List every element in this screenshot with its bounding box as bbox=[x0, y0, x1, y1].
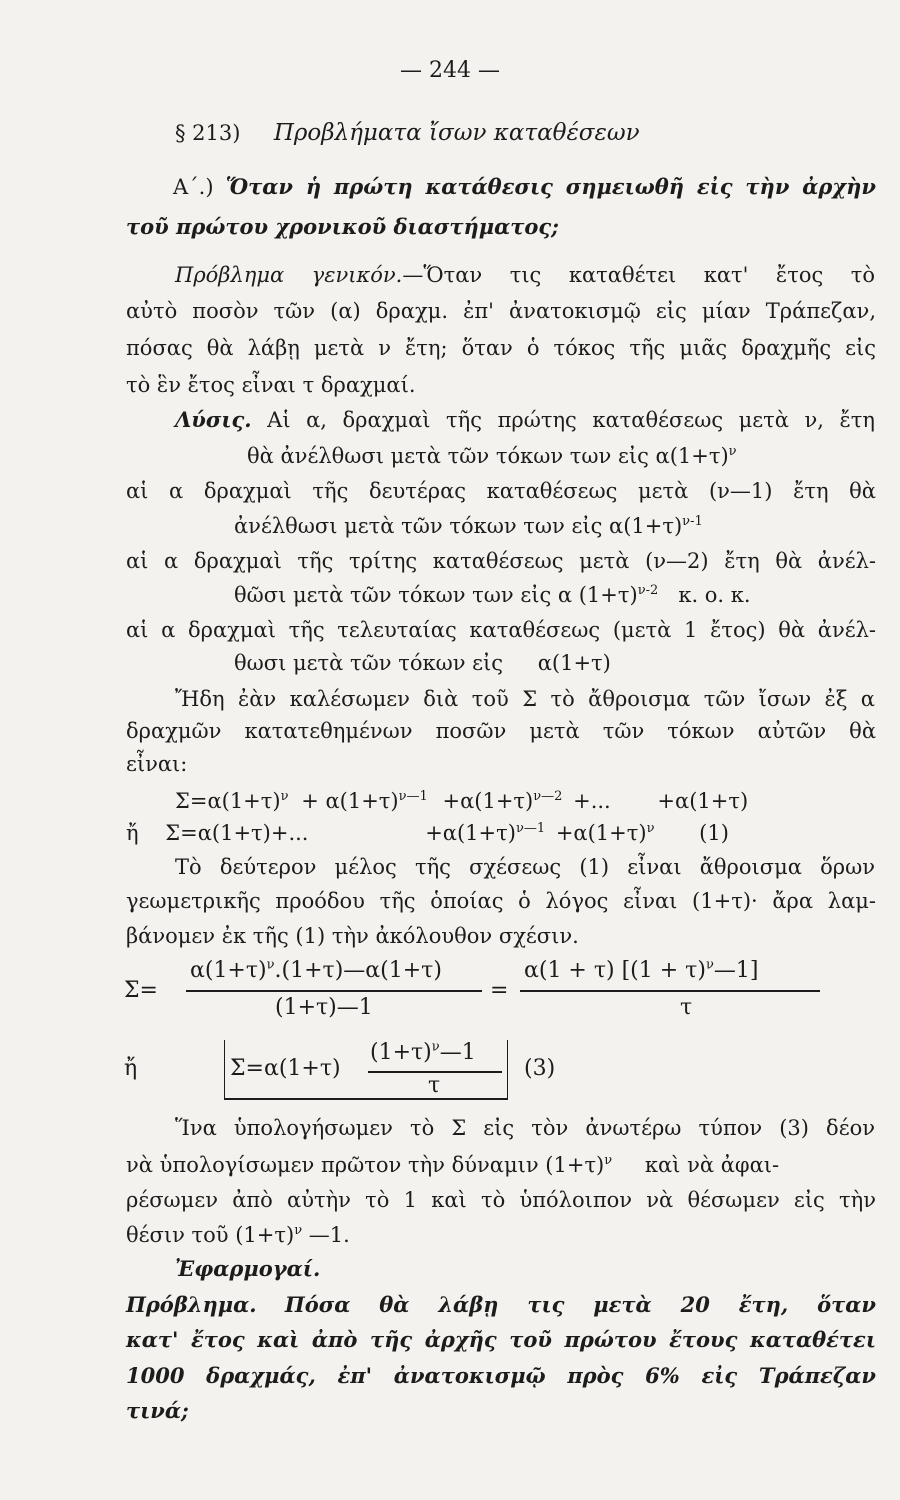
geometric-line-3: βάνομεν ἐκ τῆς (1) τὴν ἀκόλουθον σχέσιν. bbox=[126, 924, 579, 948]
fraction-2-denominator: τ bbox=[680, 995, 693, 1020]
general-problem-line-4: τὸ ἓν ἔτος εἶναι τ δραχμαί. bbox=[126, 373, 416, 397]
general-problem-line-2: αὐτὸ ποσὸν τῶν (α) δραχμ. ἐπ' ἀνατοκισμῷ εἰς μίαν Τράπεζαν, bbox=[126, 299, 876, 323]
fraction-1-bar bbox=[186, 990, 482, 992]
compute-line-4: θέσιν τοῦ $(1+\tau)^\nu$ —1. bbox=[126, 1223, 350, 1247]
fraction-1-denominator: (1+τ)—1 bbox=[275, 995, 373, 1020]
geometric-line-2: γεωμετρικῆς προόδου τῆς ὁποίας ὁ λόγος εἶναι (1+τ)· ἄρα λαμ- bbox=[126, 889, 876, 913]
case-a-text-1: Ὅταν ἡ πρώτη κατάθεσις σημειωθῆ εἰς τὴν ἀρχὴν bbox=[225, 174, 876, 199]
section-number: § 213) bbox=[175, 121, 241, 145]
equation-1: ἤ Σ=α(1+τ)+... $+\alpha(1+\tau)^{\nu—1} +\alpha(1+\tau)^\nu$ (1) bbox=[126, 821, 729, 845]
solution-line-8: θωσι μετὰ τῶν τόκων εἰς α(1+τ) bbox=[234, 651, 611, 675]
solution-line-5: αἱ α δραχμαὶ τῆς τρίτης καταθέσεως μετὰ (ν—2) ἔτη θὰ ἀνέλ- bbox=[126, 549, 876, 573]
geometric-line-1: Τὸ δεύτερον μέλος τῆς σχέσεως (1) εἶναι ἄθροισμα ὅρων bbox=[175, 855, 875, 879]
book-page: — 244 — § 213) Προβλήματα ἴσων καταθέσεων Α΄.) Ὅταν ἡ πρώτη κατάθεσις σημειωθῆ εἰς τὴν ἀρχὴν τοῦ πρώτου χρονικοῦ διαστήματος; Πρόβλημα γενικόν.—Ὅταν τις καταθέτει κατ' ἔτος τὸ αὐτὸ ποσὸν τῶν (α) δραχμ. ἐπ' ἀνατοκισμῷ εἰς μίαν Τράπεζαν, πόσας θὰ λάβῃ μετὰ ν ἔτη; ὅταν ὁ τόκος τῆς μιᾶς δραχμῆς εἰς τὸ ἓν ἔτος εἶναι τ δραχμαί. Λύσις. Αἱ α, δραχμαὶ τῆς πρώτης καταθέσεως μετὰ ν, ἔτη θὰ ἀνέλθωσι μετὰ τῶν τόκων των εἰς $\alpha(1+\tau)^\nu$ αἱ α δραχμαὶ τῆς δευτέρας καταθέσεως μετὰ (ν—1) ἔτη θὰ ἀνέλθωσι μετὰ τῶν τόκων των εἰς $\alpha(1+\tau)^{\nu-1}$ αἱ α δραχμαὶ τῆς τρίτης καταθέσεως μετὰ (ν—2) ἔτη θὰ ἀνέλ- θῶσι μετὰ τῶν τόκων των εἰς α $(1+\tau)^{\nu-2}$ κ. ο. κ. αἱ α δραχμαὶ τῆς τελευταίας καταθέσεως (μετὰ 1 ἔτος) θὰ ἀνέλ- θωσι μετὰ τῶν τόκων εἰς α(1+τ) Ἤδη ἐὰν καλέσωμεν διὰ τοῦ Σ τὸ ἄθροισμα τῶν ἴσων ἐξ α δραχμῶν κατατεθημένων ποσῶν μετὰ τῶν τόκων αὐτῶν θὰ εἶναι: $\Sigma=\alpha(1+\tau)^\nu + \alpha(1+\tau)^{\nu—1} +\alpha(1+\tau)^{\nu—2}$ +... +α(1+τ) ἤ Σ=α(1+τ)+... $+\alpha(1+\tau)^{\nu—1} +\alpha(1+\tau)^\nu$ (1) Τὸ δεύτερον μέλος τῆς σχέσεως (1) εἶναι ἄθροισμα ὅρων γεωμετρικῆς προόδου τῆς ὁποίας ὁ λόγος εἶναι (1+τ)· ἄρα λαμ- βάνομεν ἐκ τῆς (1) τὴν ἀκόλουθον σχέσιν. Σ= $\alpha(1+\tau)^\nu.(1+\tau)—\alpha(1+\tau)$ (1+τ)—1 = α(1 + τ) $[(1 + \tau)^\nu—1]$ τ ἤ Σ=α(1+τ) $(1+\tau)^\nu—1$ τ (3) Ἵνα ὑπολογήσωμεν τὸ Σ εἰς τὸν ἀνωτέρω τύπον (3) δέον νὰ ὑπολογίσωμεν πρῶτον τὴν δύναμιν $(1+\tau)^\nu$ καὶ νὰ ἀφαι- ρέσωμεν ἀπὸ αὐτὴν τὸ 1 καὶ τὸ ὑπόλοιπον νὰ θέσωμεν εἰς τὴν θέσιν τοῦ $(1+\tau)^\nu$ —1. Ἐφαρμογαί. Πρόβλημα. Πόσα θὰ λάβῃ τις μετὰ 20 ἔτη, ὅταν κατ' ἔτος καὶ ἀπὸ τῆς ἀρχῆς τοῦ πρώτου ἔτους καταθέτει 1000 δραχμάς, ἐπ' ἀνατοκισμῷ πρὸς 6% εἰς Τράπεζαν τινά; bbox=[0, 0, 900, 1500]
case-a-line-2: τοῦ πρώτου χρονικοῦ διαστήματος; bbox=[126, 214, 559, 239]
general-problem-line-3: πόσας θὰ λάβῃ μετὰ ν ἔτη; ὅταν ὁ τόκος τῆς μιᾶς δραχμῆς εἰς bbox=[126, 336, 876, 360]
fraction-2-numerator: α(1 + τ) $[(1 + \tau)^\nu—1]$ bbox=[524, 957, 759, 983]
solution-line-3: αἱ α δραχμαὶ τῆς δευτέρας καταθέσεως μετὰ (ν—1) ἔτη θὰ bbox=[126, 479, 876, 503]
compute-line-1: Ἵνα ὑπολογήσωμεν τὸ Σ εἰς τὸν ἀνωτέρω τύπον (3) δέον bbox=[175, 1116, 875, 1140]
fraction-1-numerator: $\alpha(1+\tau)^\nu.(1+\tau)—\alpha(1+\tau)$ bbox=[190, 957, 442, 983]
solution-line-6: θῶσι μετὰ τῶν τόκων των εἰς α $(1+\tau)^{\nu-2}$ κ. ο. κ. bbox=[234, 583, 751, 607]
sum-intro-line-2: δραχμῶν κατατεθημένων ποσῶν μετὰ τῶν τόκων αὐτῶν θὰ bbox=[126, 719, 876, 743]
application-problem-line-3: 1000 δραχμάς, ἐπ' ἀνατοκισμῷ πρὸς 6% εἰς Τράπεζαν bbox=[126, 1363, 876, 1388]
general-problem-heading: Πρόβλημα γενικόν. bbox=[175, 263, 403, 287]
solution-line-1: Λύσις. Αἱ α, δραχμαὶ τῆς πρώτης καταθέσεως μετὰ ν, ἔτη bbox=[175, 407, 875, 432]
applications-heading: Ἐφαρμογαί. bbox=[175, 1256, 321, 1281]
equation-number-1: (1) bbox=[699, 821, 729, 845]
application-problem-line-4: τινά; bbox=[126, 1398, 189, 1423]
equation-number-3: (3) bbox=[524, 1056, 556, 1081]
sum-intro-line-1: Ἤδη ἐὰν καλέσωμεν διὰ τοῦ Σ τὸ ἄθροισμα τῶν ἴσων ἐξ α bbox=[175, 687, 875, 711]
compute-line-2: νὰ ὑπολογίσωμεν πρῶτον τὴν δύναμιν $(1+\tau)^\nu$ καὶ νὰ ἀφαι- bbox=[126, 1153, 780, 1177]
fraction-2-bar bbox=[520, 990, 820, 992]
case-a-label: Α΄.) bbox=[173, 175, 214, 199]
page-number: — 244 — bbox=[400, 58, 500, 83]
application-problem-line-2: κατ' ἔτος καὶ ἀπὸ τῆς ἀρχῆς τοῦ πρώτου ἔτους καταθέτει bbox=[126, 1327, 876, 1352]
case-a-line-1 bbox=[173, 172, 876, 202]
solution-line-4: ἀνέλθωσι μετὰ τῶν τόκων των εἰς $\alpha(1+\tau)^{\nu-1}$ bbox=[234, 514, 703, 538]
solution-line-7: αἱ α δραχμαὶ τῆς τελευταίας καταθέσεως (μετὰ 1 ἔτος) θὰ ἀνέλ- bbox=[126, 618, 876, 642]
application-problem-heading: Πρόβλημα. bbox=[126, 1292, 257, 1317]
section-title: Προβλήματα ἴσων καταθέσεων bbox=[273, 120, 640, 146]
equation-expanded: $\Sigma=\alpha(1+\tau)^\nu + \alpha(1+\tau)^{\nu—1} +\alpha(1+\tau)^{\nu—2}$ +... +α(1+τ) bbox=[175, 789, 749, 813]
compute-line-3: ρέσωμεν ἀπὸ αὐτὴν τὸ 1 καὶ τὸ ὑπόλοιπον νὰ θέσωμεν εἰς τὴν bbox=[126, 1188, 876, 1212]
general-problem-line-1: Πρόβλημα γενικόν.—Ὅταν τις καταθέτει κατ' ἔτος τὸ bbox=[175, 263, 876, 287]
solution-line-2: θὰ ἀνέλθωσι μετὰ τῶν τόκων των εἰς $\alpha(1+\tau)^\nu$ bbox=[247, 444, 737, 468]
section-heading bbox=[175, 118, 775, 148]
solution-heading: Λύσις. bbox=[175, 407, 252, 432]
boxed-denominator: τ bbox=[428, 1073, 441, 1098]
sum-intro-line-3: εἶναι: bbox=[126, 752, 188, 776]
application-problem-line-1: Πρόβλημα. Πόσα θὰ λάβῃ τις μετὰ 20 ἔτη, ὅταν bbox=[126, 1292, 876, 1317]
boxed-numerator: $(1+\tau)^\nu—1$ bbox=[370, 1039, 476, 1065]
